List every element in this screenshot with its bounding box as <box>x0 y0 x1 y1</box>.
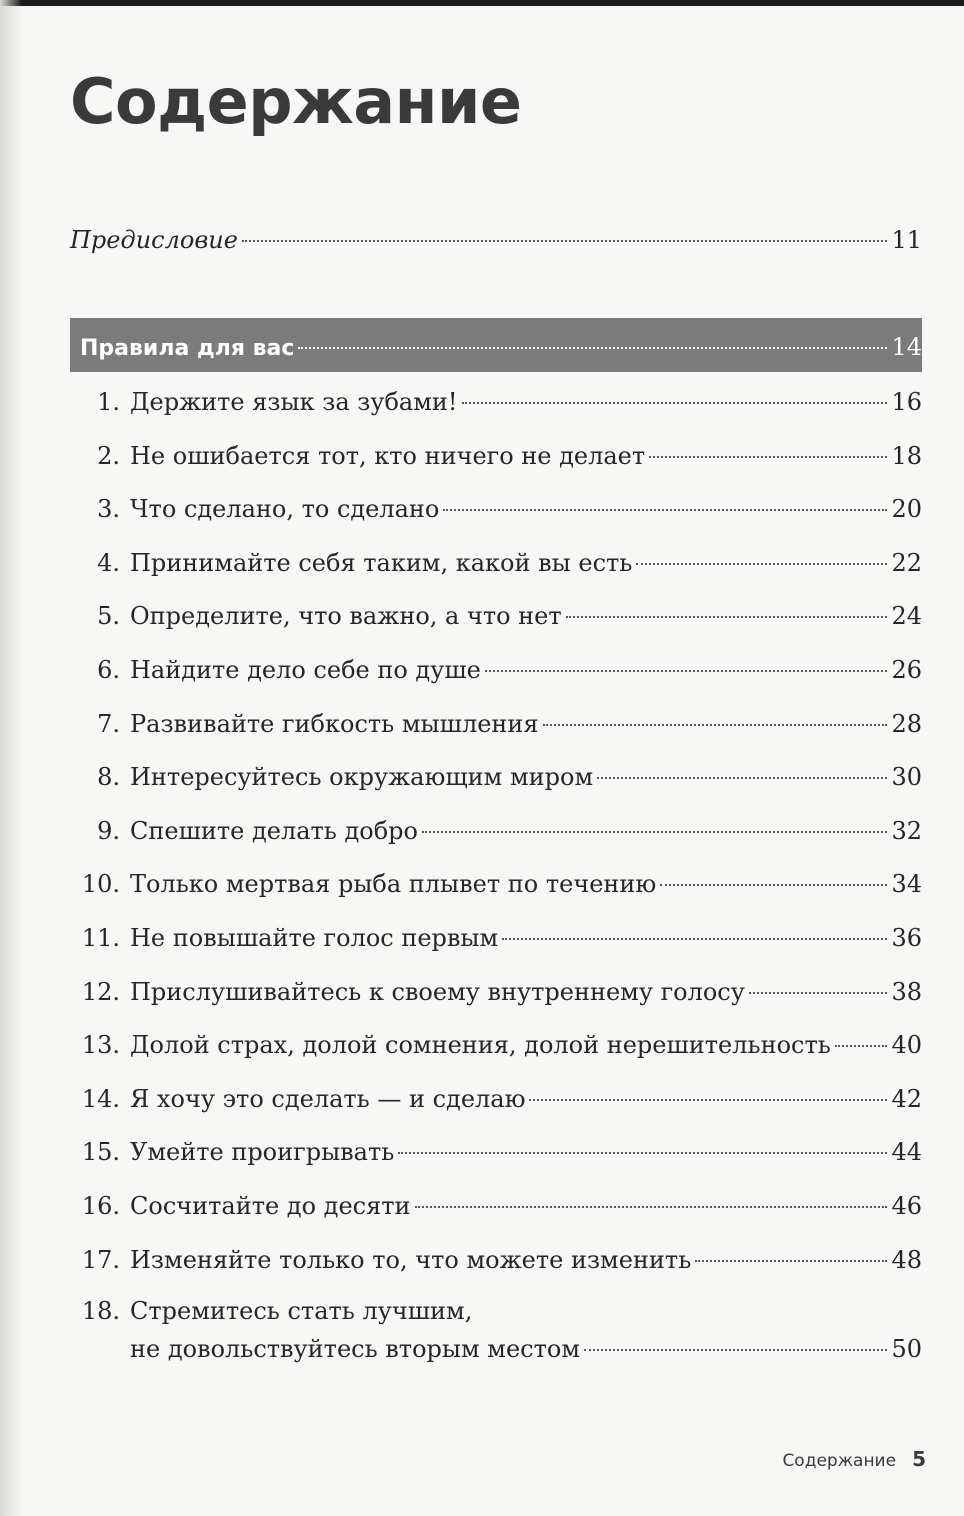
toc-entry-row <box>70 762 922 792</box>
entry-label: Изменяйте только то, что можете изменить <box>130 1246 692 1274</box>
page-footer <box>782 1447 926 1471</box>
entry-number: 14. <box>81 1085 120 1113</box>
toc-entry-multiline <box>70 1292 922 1368</box>
entry-label: Развивайте гибкость мышления <box>130 710 539 738</box>
entry-label: Не ошибается тот, кто ничего не делает <box>130 442 646 470</box>
preface-label: Предисловие <box>70 226 238 254</box>
dot-leader <box>597 777 887 779</box>
entry-page-number: 32 <box>891 817 922 845</box>
dot-leader <box>749 992 888 994</box>
dot-leader <box>398 1152 887 1154</box>
entry-number: 16. <box>81 1192 120 1220</box>
entry-label: Умейте проигрывать <box>130 1138 395 1166</box>
page-title: Содержание <box>70 65 522 138</box>
entry-number: 11. <box>81 924 120 952</box>
dot-leader <box>443 509 887 511</box>
entry-number: 8. <box>97 763 120 791</box>
toc-entry-row <box>70 1137 922 1167</box>
entry-page-number: 46 <box>891 1192 922 1220</box>
entry-label: Принимайте себя таким, какой вы есть <box>130 549 633 577</box>
toc-entry-row <box>70 977 922 1007</box>
dot-leader <box>636 563 887 565</box>
entry-page-number: 38 <box>891 978 922 1006</box>
toc-entry-line-1 <box>70 1292 922 1330</box>
entry-page-number: 40 <box>891 1031 922 1059</box>
entry-label: Спешите делать добро <box>130 817 418 845</box>
page-binding-shadow <box>0 0 22 1516</box>
entry-number: 18. <box>81 1297 120 1325</box>
dot-leader <box>502 938 887 940</box>
dot-leader <box>462 402 888 404</box>
toc-entry-row <box>70 923 922 953</box>
toc-entry-row <box>70 869 922 899</box>
entry-label: Долой страх, долой сомнения, долой нерешительность <box>130 1031 831 1059</box>
entry-page-number: 42 <box>891 1085 922 1113</box>
dot-leader <box>485 670 888 672</box>
dot-leader <box>660 884 887 886</box>
entry-number: 5. <box>97 602 120 630</box>
dot-leader <box>566 616 888 618</box>
entry-number: 15. <box>81 1138 120 1166</box>
toc-entry-row <box>70 1084 922 1114</box>
entry-page-number: 30 <box>891 763 922 791</box>
entry-page-number: 18 <box>891 442 922 470</box>
entry-page-number: 20 <box>891 495 922 523</box>
dot-leader <box>584 1349 887 1351</box>
toc-entry-row <box>70 655 922 685</box>
entry-number: 4. <box>97 549 120 577</box>
entry-page-number: 48 <box>891 1246 922 1274</box>
entry-number: 17. <box>81 1246 120 1274</box>
entry-label-line-1: Стремитесь стать лучшим, <box>130 1297 473 1325</box>
entry-number: 13. <box>81 1031 120 1059</box>
entry-page-number: 26 <box>891 656 922 684</box>
entry-number: 6. <box>97 656 120 684</box>
entry-label: Что сделано, то сделано <box>130 495 440 523</box>
toc-entry-row <box>70 1245 922 1275</box>
entry-page-number: 28 <box>891 710 922 738</box>
entry-page-number: 34 <box>891 870 922 898</box>
entry-number: 10. <box>81 870 120 898</box>
toc-entry-row <box>70 1030 922 1060</box>
toc-entry-row <box>70 1191 922 1221</box>
entry-label: Найдите дело себе по душе <box>130 656 481 684</box>
dot-leader <box>649 456 887 458</box>
toc-entry-row <box>70 548 922 578</box>
section-label: Правила для вас <box>80 336 295 361</box>
entry-page-number: 22 <box>891 549 922 577</box>
preface-page-number: 11 <box>891 226 922 254</box>
section-page-number: 14 <box>891 333 922 361</box>
entry-label: Определите, что важно, а что нет <box>130 602 562 630</box>
entry-label: Я хочу это сделать — и сделаю <box>130 1085 526 1113</box>
toc-entry-row <box>70 387 922 417</box>
entry-page-number: 24 <box>891 602 922 630</box>
entry-page-number: 50 <box>891 1335 922 1363</box>
toc-section-row <box>80 332 922 364</box>
page-top-edge <box>0 0 964 6</box>
dot-leader <box>543 724 888 726</box>
dot-leader <box>415 1206 888 1208</box>
toc-entry-row <box>70 441 922 471</box>
toc-entry-row <box>70 601 922 631</box>
entry-number: 3. <box>97 495 120 523</box>
entry-number: 9. <box>97 817 120 845</box>
dot-leader <box>422 831 887 833</box>
entry-label: Сосчитайте до десяти <box>130 1192 411 1220</box>
running-footer-title: Содержание <box>782 1451 897 1471</box>
dot-leader <box>298 347 887 349</box>
dot-leader <box>242 240 887 242</box>
entry-number: 2. <box>97 442 120 470</box>
entry-label: Не повышайте голос первым <box>130 924 499 952</box>
entry-number: 7. <box>97 710 120 738</box>
entry-label: Прислушивайтесь к своему внутреннему голосу <box>130 978 745 1006</box>
entry-label: Держите язык за зубами! <box>130 388 458 416</box>
entry-page-number: 44 <box>891 1138 922 1166</box>
dot-leader <box>695 1260 887 1262</box>
entry-label-line-2: не довольствуйтесь вторым местом <box>130 1335 580 1363</box>
entry-page-number: 16 <box>891 388 922 416</box>
dot-leader <box>529 1099 887 1101</box>
toc-entry-row <box>70 494 922 524</box>
dot-leader <box>835 1045 888 1047</box>
toc-entry-line-2 <box>70 1330 922 1368</box>
entry-label: Интересуйтесь окружающим миром <box>130 763 594 791</box>
entry-page-number: 36 <box>891 924 922 952</box>
toc-entry-row <box>70 709 922 739</box>
entry-number: 1. <box>97 388 120 416</box>
toc-preface-row <box>70 225 922 255</box>
folio-page-number: 5 <box>912 1447 926 1471</box>
entry-number: 12. <box>81 978 120 1006</box>
entry-label: Только мертвая рыба плывет по течению <box>130 870 657 898</box>
toc-entry-row <box>70 816 922 846</box>
